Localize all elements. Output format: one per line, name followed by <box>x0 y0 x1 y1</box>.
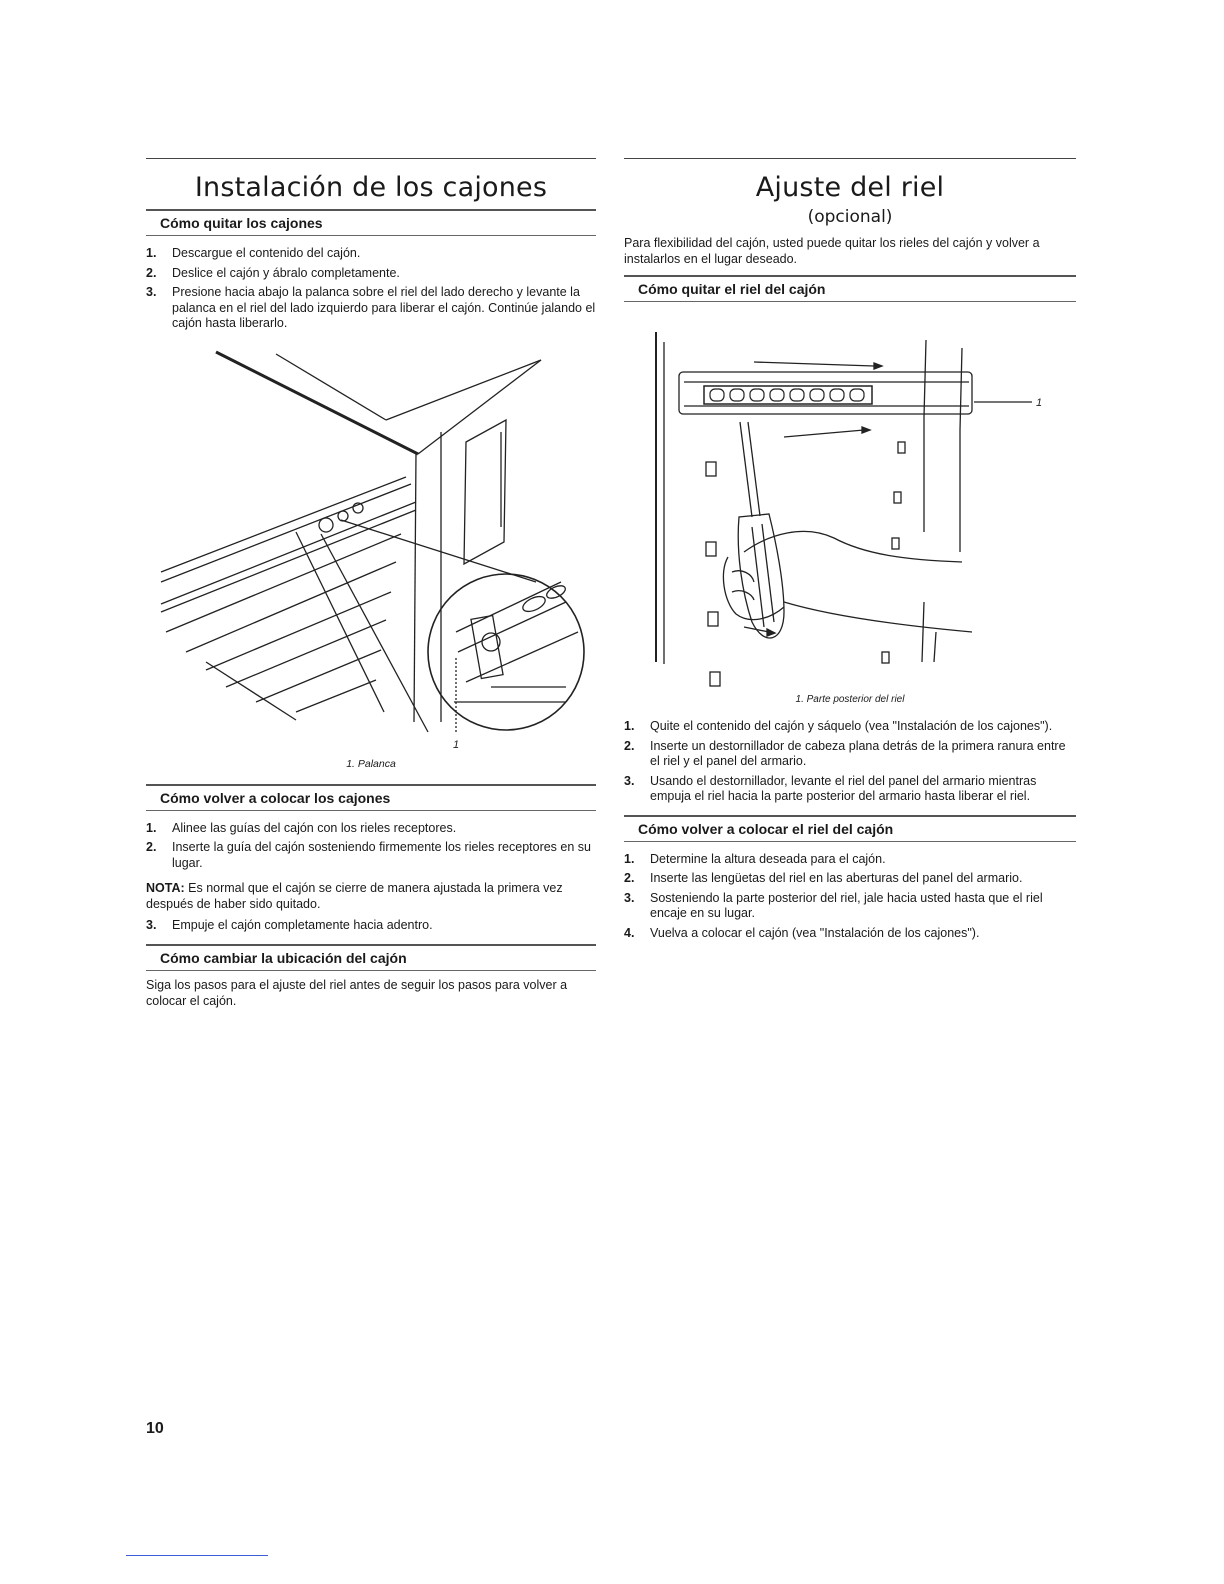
list-item: 2. Deslice el cajón y ábralo completamente. <box>146 265 400 280</box>
subtitle-optional: (opcional) <box>807 207 893 227</box>
remove-drawers-steps <box>146 246 596 332</box>
list-item: 1. Quite el contenido del cajón y sáquelo (vea "Instalación de los cajones"). <box>624 719 1053 733</box>
list-item: 3. Usando el destornillador, levante el riel del panel del armario mientras empuja el riel hacia la parte posterior del armario hasta liberar el riel. <box>624 773 1037 803</box>
section-rule <box>146 235 596 236</box>
paragraph: Siga los pasos para el ajuste del riel antes de seguir los pasos para volver a colocar el cajón. <box>146 977 568 1008</box>
list-item: 3. Sosteniendo la parte posterior del riel, jale hacia usted hasta que el riel encaje en su lugar. <box>624 890 1043 920</box>
list-item: 1. Alinee las guías del cajón con los rieles receptores. <box>146 820 457 835</box>
top-rule <box>624 158 1076 159</box>
heading-remove-rail: Cómo quitar el riel del cajón <box>638 281 826 297</box>
section-rule <box>146 810 596 811</box>
bottom-rule <box>126 1555 268 1556</box>
list-item: 1. Determine la altura deseada para el cajón. <box>624 851 886 866</box>
heading-replace-rail: Cómo volver a colocar el riel del cajón <box>638 820 894 837</box>
section-rule <box>146 209 596 211</box>
section-rule <box>146 784 596 786</box>
section-rule <box>146 944 596 946</box>
section-rule <box>624 815 1076 817</box>
list-item: 2. Inserte un destornillador de cabeza plana detrás de la primera ranura entre el riel y el panel del armario. <box>624 738 1066 768</box>
list-item: 3. Empuje el cajón completamente hacia adentro. <box>146 918 433 932</box>
section-title-drawer-installation: Instalación de los cajones <box>194 172 548 203</box>
section-rule <box>624 275 1076 277</box>
heading-replace-drawers: Cómo volver a colocar los cajones <box>160 789 391 806</box>
right-column <box>624 158 1076 951</box>
section-rule <box>624 841 1076 842</box>
replace-drawers-steps <box>146 821 596 872</box>
section-title-rail-adjustment: Ajuste del riel <box>755 172 945 203</box>
list-item: 3. Presione hacia abajo la palanca sobre el riel del lado derecho y levante la palanca en el riel del lado izquierdo para liberar el cajón. Continúe jalando el cajón hasta liberarlo. <box>146 285 596 330</box>
list-item: 2. Inserte la guía del cajón sosteniendo firmemente los rieles receptores en su lugar. <box>146 840 591 870</box>
figure-caption: 1. Parte posterior del riel <box>795 694 905 705</box>
intro-paragraph: Para flexibilidad del cajón, usted puede quitar los rieles del cajón y volver a instalarlos en el lugar deseado. <box>624 236 1040 266</box>
list-item: 4. Vuelva a colocar el cajón (vea "Instalación de los cajones"). <box>624 925 980 940</box>
figure-caption: 1. Palanca <box>346 757 396 770</box>
drawer-lever-illustration <box>146 342 596 770</box>
replace-drawers-steps-continued <box>146 918 596 934</box>
rail-removal-illustration <box>624 302 1076 705</box>
rail-screwdriver-drawing <box>624 302 1076 690</box>
section-rule <box>146 970 596 971</box>
note: NOTA: Es normal que el cajón se cierre de manera ajustada la primera vez después de haber sido quitado. <box>146 881 563 911</box>
callout-number: 1 <box>453 738 460 751</box>
callout-number: 1 <box>1036 397 1043 409</box>
left-column <box>146 158 596 1017</box>
replace-rail-steps <box>624 852 1076 942</box>
list-item: 2. Inserte las lengüetas del riel en las aberturas del panel del armario. <box>624 871 1023 885</box>
page-number: 10 <box>146 1420 164 1437</box>
heading-remove-drawers: Cómo quitar los cajones <box>160 215 323 231</box>
list-item: 1. Descargue el contenido del cajón. <box>146 246 361 260</box>
remove-rail-steps <box>624 719 1076 805</box>
heading-change-drawer-location: Cómo cambiar la ubicación del cajón <box>160 949 407 966</box>
top-rule <box>146 158 596 159</box>
drawer-lever-drawing <box>146 342 596 754</box>
